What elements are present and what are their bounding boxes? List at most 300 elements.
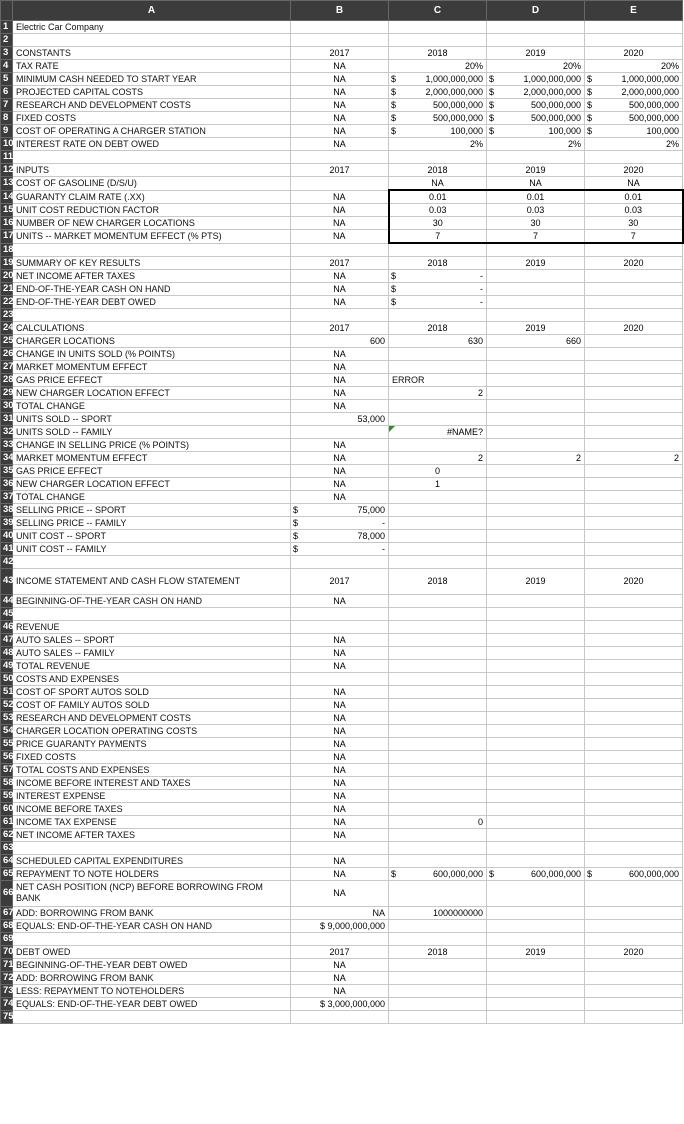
cell-b[interactable]: NA — [291, 867, 389, 880]
row-header[interactable]: 33 — [1, 438, 13, 451]
cell-e[interactable] — [585, 412, 683, 425]
row-header[interactable]: 65 — [1, 867, 13, 880]
cell-c[interactable] — [389, 854, 487, 867]
cell-d[interactable] — [487, 360, 585, 373]
cell-e[interactable] — [585, 490, 683, 503]
cell-b[interactable] — [291, 503, 389, 516]
cell-a[interactable]: COST OF SPORT AUTOS SOLD — [13, 685, 291, 698]
row-header[interactable]: 53 — [1, 711, 13, 724]
cell-c[interactable] — [389, 438, 487, 451]
row-header[interactable]: 7 — [1, 99, 13, 112]
cell-a[interactable]: CHANGE IN UNITS SOLD (% POINTS) — [13, 347, 291, 360]
cell-b[interactable] — [291, 620, 389, 633]
cell-c[interactable] — [389, 1010, 487, 1023]
cell-e[interactable] — [585, 295, 683, 308]
cell-d[interactable] — [487, 490, 585, 503]
cell-c[interactable]: 1 — [389, 477, 487, 490]
cell-e[interactable]: 20% — [585, 60, 683, 73]
cell-d[interactable] — [487, 633, 585, 646]
cell-e[interactable] — [585, 932, 683, 945]
cell-e[interactable] — [585, 347, 683, 360]
row-header[interactable]: 25 — [1, 334, 13, 347]
cell-d[interactable] — [487, 529, 585, 542]
cell-c[interactable]: NA — [389, 177, 487, 191]
cell-a[interactable]: UNITS SOLD -- FAMILY — [13, 425, 291, 438]
row-header[interactable]: 26 — [1, 347, 13, 360]
cell-e[interactable] — [585, 438, 683, 451]
cell-e[interactable] — [585, 646, 683, 659]
row-header[interactable]: 57 — [1, 763, 13, 776]
cell-d[interactable]: 2019 — [487, 164, 585, 177]
cell-d[interactable] — [487, 503, 585, 516]
cell-c[interactable] — [389, 867, 487, 880]
cell-c[interactable] — [389, 555, 487, 568]
cell-e[interactable] — [585, 984, 683, 997]
cell-b[interactable]: NA — [291, 217, 389, 230]
cell-c[interactable] — [389, 86, 487, 99]
cell-b[interactable]: NA — [291, 828, 389, 841]
cell-a[interactable]: LESS: REPAYMENT TO NOTEHOLDERS — [13, 984, 291, 997]
cell-b[interactable]: 2017 — [291, 945, 389, 958]
cell-e[interactable] — [585, 672, 683, 685]
cell-c[interactable] — [389, 607, 487, 620]
cell-e[interactable]: 7 — [585, 230, 683, 244]
cell-b[interactable]: $ 9,000,000,000 — [291, 919, 389, 932]
cell-a[interactable]: NUMBER OF NEW CHARGER LOCATIONS — [13, 217, 291, 230]
cell-c[interactable] — [389, 347, 487, 360]
cell-d[interactable] — [487, 151, 585, 164]
cell-d[interactable] — [487, 646, 585, 659]
cell-e[interactable] — [585, 386, 683, 399]
cell-e[interactable] — [585, 308, 683, 321]
cell-a[interactable]: BEGINNING-OF-THE-YEAR DEBT OWED — [13, 958, 291, 971]
cell-e[interactable] — [585, 73, 683, 86]
cell-d[interactable] — [487, 607, 585, 620]
row-header[interactable]: 2 — [1, 34, 13, 47]
cell-c[interactable] — [389, 984, 487, 997]
cell-b[interactable]: 2017 — [291, 256, 389, 269]
cell-d[interactable]: 30 — [487, 217, 585, 230]
cell-c[interactable] — [389, 633, 487, 646]
cell-a[interactable]: INCOME STATEMENT AND CASH FLOW STATEMENT — [13, 568, 291, 594]
cell-b[interactable] — [291, 555, 389, 568]
cell-d[interactable]: 7 — [487, 230, 585, 244]
cell-a[interactable]: COST OF GASOLINE (D/S/U) — [13, 177, 291, 191]
cell-b[interactable] — [291, 177, 389, 191]
cell-d[interactable]: 2% — [487, 138, 585, 151]
cell-c[interactable] — [389, 971, 487, 984]
cell-a[interactable]: ADD: BORROWING FROM BANK — [13, 906, 291, 919]
cell-d[interactable] — [487, 125, 585, 138]
cell-e[interactable] — [585, 34, 683, 47]
cell-a[interactable]: COSTS AND EXPENSES — [13, 672, 291, 685]
cell-d[interactable] — [487, 542, 585, 555]
cell-e[interactable] — [585, 997, 683, 1010]
cell-a[interactable]: NET INCOME AFTER TAXES — [13, 828, 291, 841]
cell-c[interactable] — [389, 542, 487, 555]
column-header-a[interactable]: A — [13, 1, 291, 21]
cell-d[interactable] — [487, 841, 585, 854]
row-header[interactable]: 69 — [1, 932, 13, 945]
cell-d[interactable] — [487, 425, 585, 438]
cell-c[interactable] — [389, 750, 487, 763]
cell-a[interactable]: NEW CHARGER LOCATION EFFECT — [13, 386, 291, 399]
cell-b[interactable] — [291, 529, 389, 542]
cell-b[interactable]: NA — [291, 594, 389, 607]
cell-c[interactable] — [389, 828, 487, 841]
cell-e[interactable]: 2020 — [585, 945, 683, 958]
cell-e[interactable] — [585, 854, 683, 867]
select-all-corner[interactable] — [1, 1, 13, 21]
row-header[interactable]: 32 — [1, 425, 13, 438]
cell-d[interactable] — [487, 308, 585, 321]
cell-a[interactable]: UNIT COST REDUCTION FACTOR — [13, 204, 291, 217]
cell-c[interactable] — [389, 503, 487, 516]
row-header[interactable]: 17 — [1, 230, 13, 244]
cell-b[interactable]: NA — [291, 854, 389, 867]
cell-a[interactable]: COST OF OPERATING A CHARGER STATION — [13, 125, 291, 138]
row-header[interactable]: 30 — [1, 399, 13, 412]
row-header[interactable]: 58 — [1, 776, 13, 789]
cell-c[interactable] — [389, 958, 487, 971]
row-header[interactable]: 49 — [1, 659, 13, 672]
cell-a[interactable]: EQUALS: END-OF-THE-YEAR CASH ON HAND — [13, 919, 291, 932]
row-header[interactable]: 70 — [1, 945, 13, 958]
cell-d[interactable] — [487, 516, 585, 529]
row-header[interactable]: 74 — [1, 997, 13, 1010]
row-header[interactable]: 54 — [1, 724, 13, 737]
row-header[interactable]: 5 — [1, 73, 13, 86]
cell-a[interactable]: RESEARCH AND DEVELOPMENT COSTS — [13, 99, 291, 112]
cell-b[interactable]: NA — [291, 789, 389, 802]
cell-c[interactable]: 2 — [389, 451, 487, 464]
cell-c[interactable] — [389, 516, 487, 529]
cell-a[interactable]: GUARANTY CLAIM RATE (.XX) — [13, 190, 291, 204]
cell-e[interactable] — [585, 659, 683, 672]
cell-a[interactable]: CONSTANTS — [13, 47, 291, 60]
cell-e[interactable] — [585, 763, 683, 776]
cell-c[interactable] — [389, 112, 487, 125]
cell-e[interactable]: 2020 — [585, 321, 683, 334]
cell-d[interactable] — [487, 464, 585, 477]
cell-d[interactable] — [487, 34, 585, 47]
cell-d[interactable]: 2019 — [487, 47, 585, 60]
cell-a[interactable]: INCOME TAX EXPENSE — [13, 815, 291, 828]
cell-a[interactable]: NEW CHARGER LOCATION EFFECT — [13, 477, 291, 490]
cell-c[interactable] — [389, 776, 487, 789]
row-header[interactable]: 23 — [1, 308, 13, 321]
cell-c[interactable]: 2 — [389, 386, 487, 399]
cell-b[interactable] — [291, 151, 389, 164]
cell-b[interactable] — [291, 542, 389, 555]
cell-c[interactable] — [389, 997, 487, 1010]
row-header[interactable]: 45 — [1, 607, 13, 620]
cell-b[interactable]: NA — [291, 646, 389, 659]
cell-c[interactable] — [389, 711, 487, 724]
cell-a[interactable]: SUMMARY OF KEY RESULTS — [13, 256, 291, 269]
cell-b[interactable]: NA — [291, 204, 389, 217]
row-header[interactable]: 44 — [1, 594, 13, 607]
row-header[interactable]: 6 — [1, 86, 13, 99]
cell-c[interactable] — [389, 73, 487, 86]
cell-e[interactable] — [585, 464, 683, 477]
cell-c[interactable] — [389, 919, 487, 932]
cell-e[interactable] — [585, 399, 683, 412]
cell-d[interactable] — [487, 86, 585, 99]
cell-c[interactable]: 0 — [389, 815, 487, 828]
cell-a[interactable]: REVENUE — [13, 620, 291, 633]
cell-e[interactable] — [585, 594, 683, 607]
cell-d[interactable]: NA — [487, 177, 585, 191]
cell-d[interactable] — [487, 724, 585, 737]
cell-b[interactable]: 2017 — [291, 47, 389, 60]
cell-c[interactable] — [389, 620, 487, 633]
cell-c[interactable] — [389, 737, 487, 750]
cell-b[interactable]: NA — [291, 190, 389, 204]
cell-c[interactable]: ERROR — [389, 373, 487, 386]
cell-b[interactable]: NA — [291, 815, 389, 828]
cell-c[interactable]: 1000000000 — [389, 906, 487, 919]
cell-d[interactable] — [487, 73, 585, 86]
row-header[interactable]: 29 — [1, 386, 13, 399]
row-header[interactable]: 1 — [1, 21, 13, 34]
cell-a[interactable]: RESEARCH AND DEVELOPMENT COSTS — [13, 711, 291, 724]
cell-c[interactable] — [389, 724, 487, 737]
cell-c[interactable] — [389, 659, 487, 672]
row-header[interactable]: 75 — [1, 1010, 13, 1023]
cell-c[interactable]: 2018 — [389, 256, 487, 269]
cell-e[interactable] — [585, 334, 683, 347]
cell-b[interactable]: NA — [291, 282, 389, 295]
row-header[interactable]: 68 — [1, 919, 13, 932]
cell-b[interactable]: NA — [291, 737, 389, 750]
cell-b[interactable] — [291, 516, 389, 529]
cell-a[interactable]: BEGINNING-OF-THE-YEAR CASH ON HAND — [13, 594, 291, 607]
cell-a[interactable]: NET CASH POSITION (NCP) BEFORE BORROWING FROM BANK — [13, 880, 291, 906]
cell-d[interactable] — [487, 932, 585, 945]
row-header[interactable]: 56 — [1, 750, 13, 763]
row-header[interactable]: 72 — [1, 971, 13, 984]
cell-b[interactable]: NA — [291, 464, 389, 477]
cell-e[interactable]: 2 — [585, 451, 683, 464]
cell-c[interactable]: 7 — [389, 230, 487, 244]
cell-c[interactable] — [389, 399, 487, 412]
row-header[interactable]: 10 — [1, 138, 13, 151]
row-header[interactable]: 15 — [1, 204, 13, 217]
cell-b[interactable] — [291, 932, 389, 945]
cell-e[interactable] — [585, 503, 683, 516]
cell-e[interactable] — [585, 477, 683, 490]
cell-c[interactable] — [389, 308, 487, 321]
cell-c[interactable]: 30 — [389, 217, 487, 230]
cell-b[interactable]: NA — [291, 399, 389, 412]
cell-b[interactable]: NA — [291, 373, 389, 386]
cell-e[interactable]: 2% — [585, 138, 683, 151]
row-header[interactable]: 12 — [1, 164, 13, 177]
cell-a[interactable]: GAS PRICE EFFECT — [13, 373, 291, 386]
cell-b[interactable]: NA — [291, 763, 389, 776]
cell-b[interactable]: NA — [291, 386, 389, 399]
row-header[interactable]: 36 — [1, 477, 13, 490]
cell-b[interactable]: NA — [291, 347, 389, 360]
cell-e[interactable] — [585, 21, 683, 34]
cell-b[interactable] — [291, 841, 389, 854]
cell-b[interactable]: NA — [291, 984, 389, 997]
cell-d[interactable]: 2019 — [487, 568, 585, 594]
cell-c[interactable] — [389, 789, 487, 802]
cell-a[interactable]: CALCULATIONS — [13, 321, 291, 334]
cell-d[interactable] — [487, 867, 585, 880]
row-header[interactable]: 24 — [1, 321, 13, 334]
cell-b[interactable]: 2017 — [291, 164, 389, 177]
cell-d[interactable] — [487, 698, 585, 711]
cell-a[interactable]: ADD: BORROWING FROM BANK — [13, 971, 291, 984]
row-header[interactable]: 14 — [1, 190, 13, 204]
cell-c[interactable] — [389, 295, 487, 308]
cell-a[interactable]: EQUALS: END-OF-THE-YEAR DEBT OWED — [13, 997, 291, 1010]
cell-c[interactable] — [389, 34, 487, 47]
cell-a[interactable]: MINIMUM CASH NEEDED TO START YEAR — [13, 73, 291, 86]
cell-d[interactable] — [487, 269, 585, 282]
row-header[interactable]: 18 — [1, 243, 13, 256]
cell-a[interactable]: SCHEDULED CAPITAL EXPENDITURES — [13, 854, 291, 867]
row-header[interactable]: 21 — [1, 282, 13, 295]
cell-e[interactable] — [585, 880, 683, 906]
cell-b[interactable] — [291, 425, 389, 438]
cell-e[interactable]: 2020 — [585, 256, 683, 269]
cell-d[interactable] — [487, 776, 585, 789]
cell-b[interactable]: 600 — [291, 334, 389, 347]
cell-d[interactable] — [487, 685, 585, 698]
cell-a[interactable]: END-OF-THE-YEAR DEBT OWED — [13, 295, 291, 308]
cell-c[interactable] — [389, 529, 487, 542]
cell-b[interactable]: NA — [291, 451, 389, 464]
cell-c[interactable] — [389, 698, 487, 711]
cell-e[interactable] — [585, 125, 683, 138]
row-header[interactable]: 3 — [1, 47, 13, 60]
cell-b[interactable]: NA — [291, 490, 389, 503]
row-header[interactable]: 35 — [1, 464, 13, 477]
cell-b[interactable] — [291, 1010, 389, 1023]
cell-b[interactable] — [291, 243, 389, 256]
cell-e[interactable] — [585, 776, 683, 789]
row-header[interactable]: 59 — [1, 789, 13, 802]
cell-c[interactable] — [389, 243, 487, 256]
cell-b[interactable]: 2017 — [291, 321, 389, 334]
cell-c[interactable]: 0.03 — [389, 204, 487, 217]
cell-d[interactable] — [487, 438, 585, 451]
column-header-d[interactable]: D — [487, 1, 585, 21]
row-header[interactable]: 66 — [1, 880, 13, 906]
cell-e[interactable] — [585, 711, 683, 724]
cell-b[interactable] — [291, 34, 389, 47]
cell-d[interactable] — [487, 997, 585, 1010]
cell-a[interactable]: CHARGER LOCATIONS — [13, 334, 291, 347]
row-header[interactable]: 39 — [1, 516, 13, 529]
cell-e[interactable] — [585, 269, 683, 282]
cell-e[interactable]: 30 — [585, 217, 683, 230]
cell-b[interactable]: NA — [291, 698, 389, 711]
cell-d[interactable] — [487, 386, 585, 399]
cell-b[interactable]: NA — [291, 906, 389, 919]
cell-b[interactable]: NA — [291, 750, 389, 763]
cell-c[interactable] — [389, 932, 487, 945]
cell-e[interactable]: 2020 — [585, 47, 683, 60]
cell-d[interactable] — [487, 347, 585, 360]
cell-d[interactable] — [487, 711, 585, 724]
cell-d[interactable]: 2019 — [487, 945, 585, 958]
cell-a[interactable]: AUTO SALES -- SPORT — [13, 633, 291, 646]
cell-a[interactable] — [13, 308, 291, 321]
row-header[interactable]: 67 — [1, 906, 13, 919]
row-header[interactable]: 34 — [1, 451, 13, 464]
cell-c[interactable] — [389, 21, 487, 34]
cell-d[interactable] — [487, 412, 585, 425]
column-header-e[interactable]: E — [585, 1, 683, 21]
cell-c[interactable]: 20% — [389, 60, 487, 73]
column-header-c[interactable]: C — [389, 1, 487, 21]
cell-c[interactable]: 0 — [389, 464, 487, 477]
cell-b[interactable]: NA — [291, 711, 389, 724]
row-header[interactable]: 43 — [1, 568, 13, 594]
row-header[interactable]: 42 — [1, 555, 13, 568]
cell-a[interactable]: INPUTS — [13, 164, 291, 177]
cell-e[interactable] — [585, 958, 683, 971]
cell-a[interactable]: COST OF FAMILY AUTOS SOLD — [13, 698, 291, 711]
cell-a[interactable]: UNITS -- MARKET MOMENTUM EFFECT (% PTS) — [13, 230, 291, 244]
cell-d[interactable] — [487, 958, 585, 971]
cell-d[interactable] — [487, 789, 585, 802]
cell-b[interactable]: NA — [291, 99, 389, 112]
cell-a[interactable]: CHANGE IN SELLING PRICE (% POINTS) — [13, 438, 291, 451]
cell-b[interactable]: NA — [291, 60, 389, 73]
cell-a[interactable]: CHARGER LOCATION OPERATING COSTS — [13, 724, 291, 737]
cell-e[interactable] — [585, 685, 683, 698]
cell-c[interactable]: 2018 — [389, 47, 487, 60]
cell-d[interactable] — [487, 295, 585, 308]
row-header[interactable]: 50 — [1, 672, 13, 685]
cell-c[interactable] — [389, 412, 487, 425]
cell-a[interactable]: MARKET MOMENTUM EFFECT — [13, 360, 291, 373]
cell-e[interactable] — [585, 607, 683, 620]
row-header[interactable]: 52 — [1, 698, 13, 711]
cell-a[interactable]: AUTO SALES -- FAMILY — [13, 646, 291, 659]
cell-e[interactable] — [585, 906, 683, 919]
cell-c[interactable] — [389, 99, 487, 112]
cell-a[interactable]: GAS PRICE EFFECT — [13, 464, 291, 477]
cell-d[interactable]: 0.01 — [487, 190, 585, 204]
cell-c[interactable]: 2% — [389, 138, 487, 151]
cell-a[interactable]: TOTAL CHANGE — [13, 490, 291, 503]
cell-d[interactable] — [487, 854, 585, 867]
cell-c[interactable] — [389, 841, 487, 854]
cell-a[interactable]: TAX RATE — [13, 60, 291, 73]
cell-a[interactable]: SELLING PRICE -- FAMILY — [13, 516, 291, 529]
cell-d[interactable] — [487, 984, 585, 997]
cell-b[interactable]: NA — [291, 230, 389, 244]
cell-a[interactable]: TOTAL CHANGE — [13, 399, 291, 412]
cell-a[interactable]: NET INCOME AFTER TAXES — [13, 269, 291, 282]
cell-b[interactable]: NA — [291, 685, 389, 698]
cell-c[interactable] — [389, 151, 487, 164]
cell-d[interactable]: 20% — [487, 60, 585, 73]
cell-c[interactable]: #NAME? — [389, 425, 487, 438]
cell-d[interactable]: 0.03 — [487, 204, 585, 217]
cell-c[interactable]: 2018 — [389, 568, 487, 594]
cell-d[interactable] — [487, 802, 585, 815]
row-header[interactable]: 20 — [1, 269, 13, 282]
cell-a[interactable]: MARKET MOMENTUM EFFECT — [13, 451, 291, 464]
